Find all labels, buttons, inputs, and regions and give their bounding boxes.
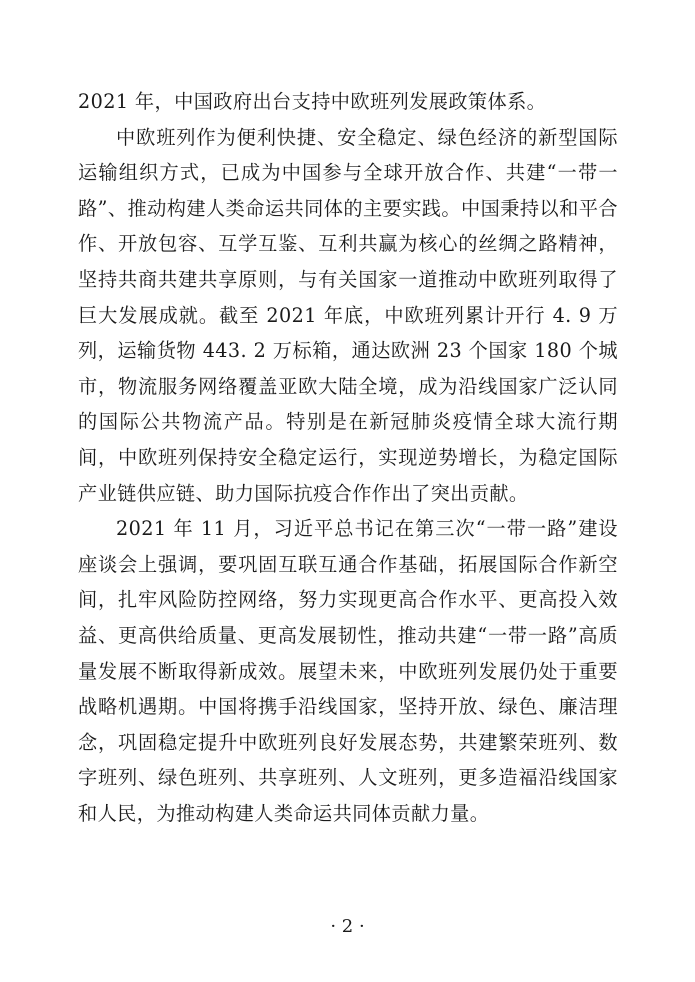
paragraph-2: 中欧班列作为便利快捷、安全稳定、绿色经济的新型国际运输组织方式，已成为中国参与全球开放合作、共建“一带一路”、推动构建人类命运共同体的主要实践。中国秉持以和平合作、开放包容、互学互鉴、互利共赢为核心的丝绸之路精神，坚持共商共建共享原则，与有关国家一道推动中欧班列取得了巨大发展成就。截至 2021 年底，中欧班列累计开行 4. 9 万列，运输货物 443. 2 万标箱，通达欧洲 23 个国家 180 个城市，物流服务网络覆盖亚欧大陆全境，成为沿线国家广泛认同的国际公共物流产品。特别是在新冠肺炎疫情全球大流行期间，中欧班列保持安全稳定运行，实现逆势增长，为稳定国际产业链供应链、助力国际抗疫合作作出了突出贡献。 <box>78 125 618 505</box>
document-body <box>78 84 618 831</box>
page-number: · 2 · <box>330 916 365 937</box>
paragraph-3: 2021 年 11 月，习近平总书记在第三次“一带一路”建设座谈会上强调，要巩固互联互通合作基础，拓展国际合作新空间，扎牢风险防控网络，努力实现更高合作水平、更高投入效益、更高供给质量、更高发展韧性，推动共建“一带一路”高质量发展不断取得新成效。展望未来，中欧班列发展仍处于重要战略机遇期。中国将携手沿线国家，坚持开放、绿色、廉洁理念，巩固稳定提升中欧班列良好发展态势，共建繁荣班列、数字班列、绿色班列、共享班列、人文班列，更多造福沿线国家和人民，为推动构建人类命运共同体贡献力量。 <box>78 517 618 825</box>
paragraph-1: 2021 年，中国政府出台支持中欧班列发展政策体系。 <box>78 90 547 113</box>
